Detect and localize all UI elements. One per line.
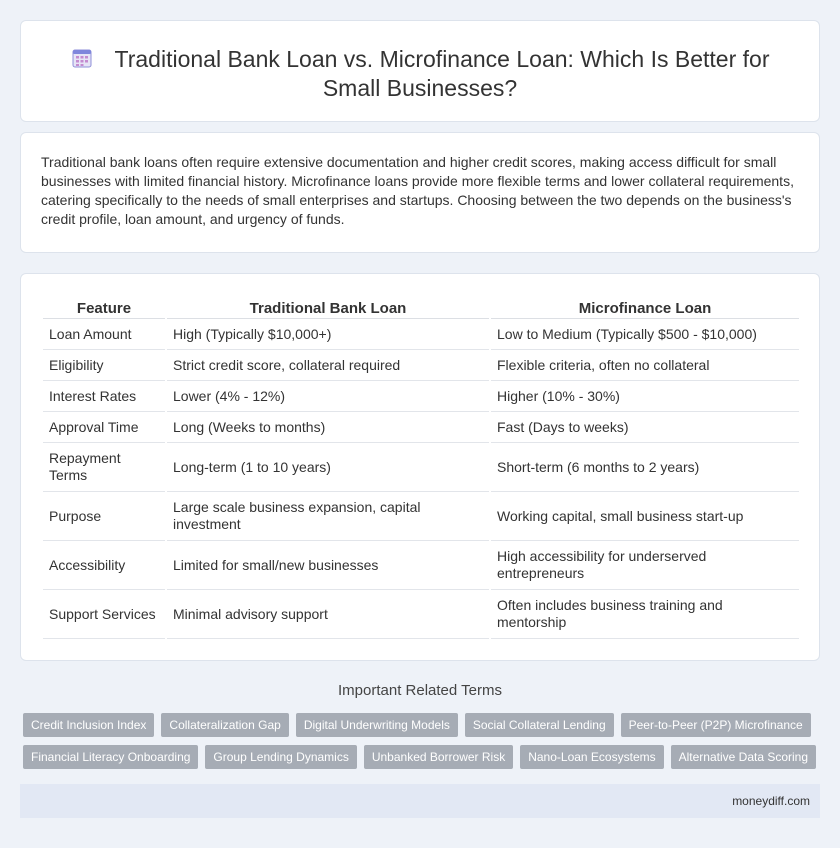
cell-feature: Loan Amount: [43, 319, 165, 350]
cell-microfinance: Short-term (6 months to 2 years): [491, 443, 799, 492]
cell-feature: Repayment Terms: [43, 443, 165, 492]
table-header-row: [43, 295, 799, 319]
cell-microfinance: Low to Medium (Typically $500 - $10,000): [491, 319, 799, 350]
intro-paragraph: Traditional bank loans often require extensive documentation and higher credit scores, making access difficult for small businesses with limited financial history. Microfinance loans provide more flexible terms and lower collateral requirements, catering specifically to the needs of small enterprises and startups. Choosing between the two depends on the business's credit profile, loan amount, and urgency of funds.: [41, 154, 794, 227]
tag-social-collateral-lending[interactable]: Social Collateral Lending: [465, 713, 614, 737]
column-header-microfinance: Microfinance Loan: [491, 295, 799, 319]
tag-group-lending-dynamics[interactable]: Group Lending Dynamics: [205, 745, 356, 769]
page-title: [61, 45, 779, 103]
cell-microfinance: Higher (10% - 30%): [491, 381, 799, 412]
comparison-card: [20, 273, 820, 661]
tag-financial-literacy-onboarding[interactable]: Financial Literacy Onboarding: [23, 745, 198, 769]
cell-microfinance: Often includes business training and mentorship: [491, 590, 799, 639]
related-terms-heading: Important Related Terms: [338, 682, 502, 699]
table-row: [43, 541, 799, 590]
cell-bank-loan: High (Typically $10,000+): [167, 319, 489, 350]
cell-bank-loan: Large scale business expansion, capital investment: [167, 492, 489, 541]
tag-unbanked-borrower-risk[interactable]: Unbanked Borrower Risk: [364, 745, 513, 769]
cell-bank-loan: Long-term (1 to 10 years): [167, 443, 489, 492]
cell-feature: Support Services: [43, 590, 165, 639]
cell-feature: Accessibility: [43, 541, 165, 590]
cell-feature: Eligibility: [43, 350, 165, 381]
table-row: [43, 590, 799, 639]
table-row: [43, 381, 799, 412]
tag-credit-inclusion-index[interactable]: Credit Inclusion Index: [23, 713, 154, 737]
comparison-table: [41, 295, 801, 639]
cell-feature: Purpose: [43, 492, 165, 541]
table-row: [43, 319, 799, 350]
column-header-bank-loan: Traditional Bank Loan: [167, 295, 489, 319]
table-row: [43, 412, 799, 443]
cell-bank-loan: Limited for small/new businesses: [167, 541, 489, 590]
cell-bank-loan: Long (Weeks to months): [167, 412, 489, 443]
calendar-icon: [71, 47, 93, 69]
tag-collateralization-gap[interactable]: Collateralization Gap: [161, 713, 288, 737]
tag-digital-underwriting-models[interactable]: Digital Underwriting Models: [296, 713, 458, 737]
cell-feature: Interest Rates: [43, 381, 165, 412]
column-header-feature: Feature: [43, 295, 165, 319]
footer: [20, 784, 820, 818]
cell-feature: Approval Time: [43, 412, 165, 443]
tag-alternative-data-scoring[interactable]: Alternative Data Scoring: [671, 745, 816, 769]
cell-microfinance: Fast (Days to weeks): [491, 412, 799, 443]
table-row: [43, 350, 799, 381]
page-title-text: Traditional Bank Loan vs. Microfinance Loan: Which Is Better for Small Businesses?: [114, 46, 770, 101]
footer-site[interactable]: moneydiff.com: [732, 794, 810, 808]
cell-microfinance: High accessibility for underserved entrepreneurs: [491, 541, 799, 590]
intro-card: [20, 132, 820, 253]
title-card: [20, 20, 820, 122]
related-terms-tags: [23, 713, 823, 777]
cell-bank-loan: Strict credit score, collateral required: [167, 350, 489, 381]
cell-bank-loan: Lower (4% - 12%): [167, 381, 489, 412]
cell-microfinance: Working capital, small business start-up: [491, 492, 799, 541]
tag-p2p-microfinance[interactable]: Peer-to-Peer (P2P) Microfinance: [621, 713, 811, 737]
tag-nano-loan-ecosystems[interactable]: Nano-Loan Ecosystems: [520, 745, 663, 769]
cell-microfinance: Flexible criteria, often no collateral: [491, 350, 799, 381]
cell-bank-loan: Minimal advisory support: [167, 590, 489, 639]
table-row: [43, 492, 799, 541]
table-row: [43, 443, 799, 492]
